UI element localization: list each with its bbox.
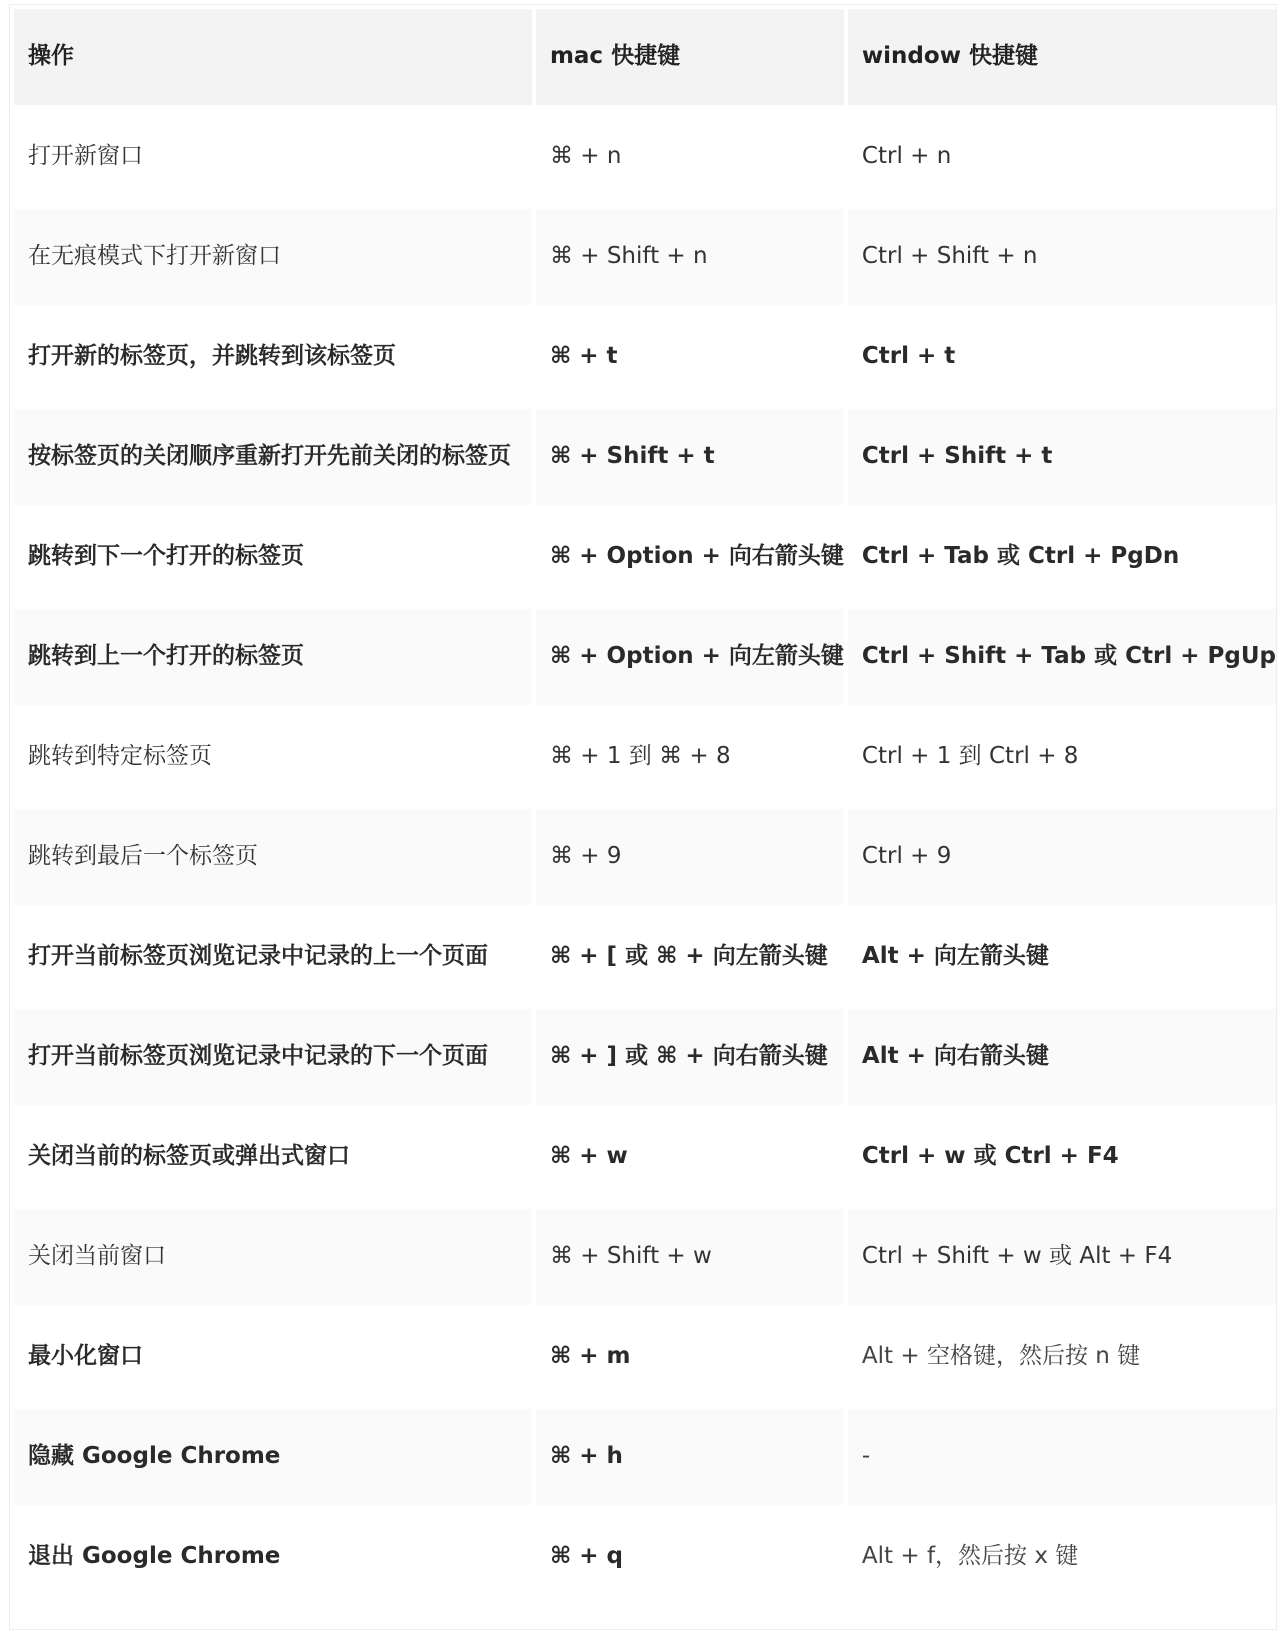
windows-shortcut-cell: Ctrl + 9: [848, 809, 1276, 905]
action-cell: 退出 Google Chrome: [14, 1509, 532, 1605]
action-cell: 关闭当前的标签页或弹出式窗口: [14, 1109, 532, 1205]
mac-shortcut-cell: ⌘ + [ 或 ⌘ + 向左箭头键: [536, 909, 844, 1005]
mac-shortcut-cell: ⌘ + n: [536, 109, 844, 205]
windows-shortcut-cell: -: [848, 1409, 1276, 1505]
mac-shortcut-cell: ⌘ + ] 或 ⌘ + 向右箭头键: [536, 1009, 844, 1105]
windows-shortcut-cell: Ctrl + Shift + w 或 Alt + F4: [848, 1209, 1276, 1305]
windows-shortcut-cell: Ctrl + Shift + n: [848, 209, 1276, 305]
shortcut-table-container: [9, 4, 1277, 1630]
mac-shortcut-cell: ⌘ + m: [536, 1309, 844, 1405]
table-row: [14, 809, 1276, 905]
table-row: [14, 1209, 1276, 1305]
action-cell: 跳转到特定标签页: [14, 709, 532, 805]
mac-shortcut-cell: ⌘ + t: [536, 309, 844, 405]
windows-shortcut-cell: Ctrl + Shift + t: [848, 409, 1276, 505]
header-row: [14, 9, 1276, 105]
windows-shortcut-cell: Ctrl + Tab 或 Ctrl + PgDn: [848, 509, 1276, 605]
mac-shortcut-cell: ⌘ + Option + 向右箭头键: [536, 509, 844, 605]
table-row: [14, 1409, 1276, 1505]
windows-shortcut-cell: Ctrl + w 或 Ctrl + F4: [848, 1109, 1276, 1205]
table-row: [14, 509, 1276, 605]
action-cell: 打开当前标签页浏览记录中记录的下一个页面: [14, 1009, 532, 1105]
mac-shortcut-cell: ⌘ + w: [536, 1109, 844, 1205]
shortcut-table: [10, 5, 1280, 1609]
table-row: [14, 909, 1276, 1005]
table-row: [14, 609, 1276, 705]
action-cell: 在无痕模式下打开新窗口: [14, 209, 532, 305]
action-cell: 最小化窗口: [14, 1309, 532, 1405]
header-mac: mac 快捷键: [536, 9, 844, 105]
mac-shortcut-cell: ⌘ + q: [536, 1509, 844, 1605]
header-action: 操作: [14, 9, 532, 105]
table-row: [14, 1109, 1276, 1205]
mac-shortcut-cell: ⌘ + Shift + w: [536, 1209, 844, 1305]
mac-shortcut-cell: ⌘ + Option + 向左箭头键: [536, 609, 844, 705]
mac-shortcut-cell: ⌘ + 9: [536, 809, 844, 905]
table-row: [14, 1309, 1276, 1405]
action-cell: 打开当前标签页浏览记录中记录的上一个页面: [14, 909, 532, 1005]
table-row: [14, 1509, 1276, 1605]
action-cell: 跳转到最后一个标签页: [14, 809, 532, 905]
table-row: [14, 109, 1276, 205]
table-body: [14, 109, 1276, 1605]
table-header: [14, 9, 1276, 105]
mac-shortcut-cell: ⌘ + Shift + n: [536, 209, 844, 305]
action-cell: 打开新窗口: [14, 109, 532, 205]
header-windows: window 快捷键: [848, 9, 1276, 105]
windows-shortcut-cell: Alt + 向右箭头键: [848, 1009, 1276, 1105]
windows-shortcut-cell: Alt + 空格键，然后按 n 键: [848, 1309, 1276, 1405]
windows-shortcut-cell: Ctrl + t: [848, 309, 1276, 405]
action-cell: 打开新的标签页，并跳转到该标签页: [14, 309, 532, 405]
mac-shortcut-cell: ⌘ + Shift + t: [536, 409, 844, 505]
action-cell: 隐藏 Google Chrome: [14, 1409, 532, 1505]
table-row: [14, 709, 1276, 805]
mac-shortcut-cell: ⌘ + 1 到 ⌘ + 8: [536, 709, 844, 805]
table-row: [14, 209, 1276, 305]
mac-shortcut-cell: ⌘ + h: [536, 1409, 844, 1505]
windows-shortcut-cell: Ctrl + n: [848, 109, 1276, 205]
windows-shortcut-cell: Ctrl + 1 到 Ctrl + 8: [848, 709, 1276, 805]
action-cell: 跳转到上一个打开的标签页: [14, 609, 532, 705]
action-cell: 按标签页的关闭顺序重新打开先前关闭的标签页: [14, 409, 532, 505]
table-row: [14, 409, 1276, 505]
table-row: [14, 309, 1276, 405]
action-cell: 关闭当前窗口: [14, 1209, 532, 1305]
windows-shortcut-cell: Alt + f，然后按 x 键: [848, 1509, 1276, 1605]
windows-shortcut-cell: Alt + 向左箭头键: [848, 909, 1276, 1005]
action-cell: 跳转到下一个打开的标签页: [14, 509, 532, 605]
table-row: [14, 1009, 1276, 1105]
windows-shortcut-cell: Ctrl + Shift + Tab 或 Ctrl + PgUp: [848, 609, 1276, 705]
